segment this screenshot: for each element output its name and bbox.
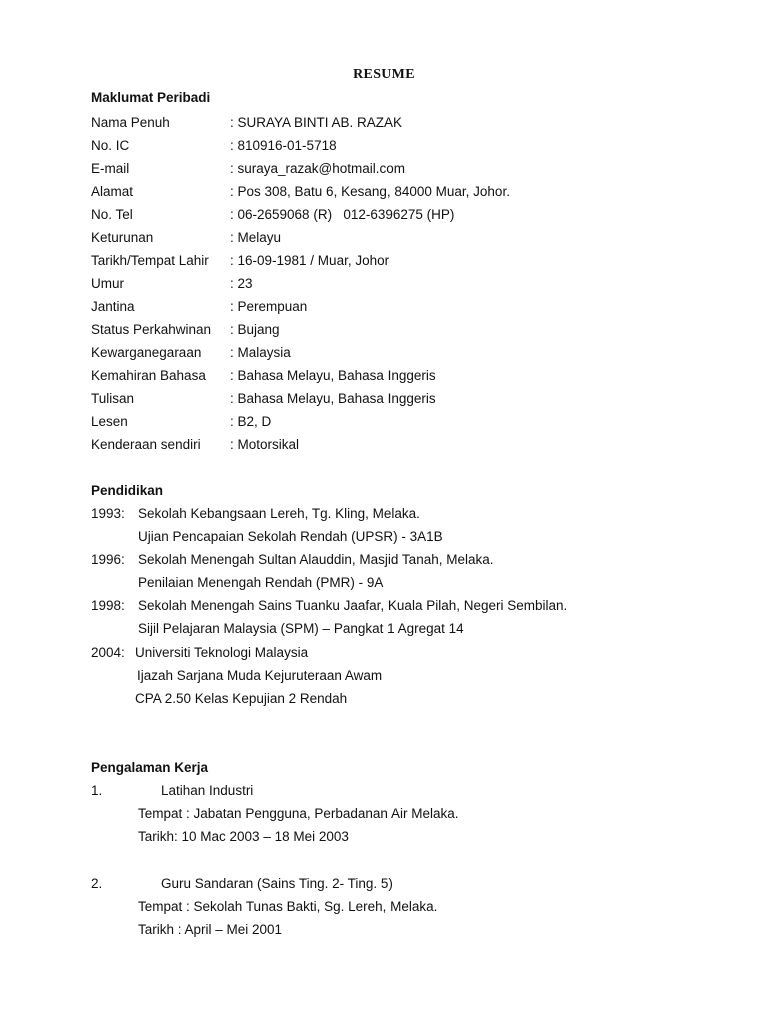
education-detail: Ujian Pencapaian Sekolah Rendah (UPSR) - 3A1B (138, 529, 443, 544)
row-label: E-mail (91, 161, 130, 176)
row-label: Tarikh/Tempat Lahir (91, 253, 209, 268)
education-school: Sekolah Menengah Sains Tuanku Jaafar, Kuala Pilah, Negeri Sembilan. (138, 598, 568, 613)
row-value: : Motorsikal (230, 437, 300, 452)
row-value: : 16-09-1981 / Muar, Johor (230, 253, 390, 268)
education-year: 1998: (91, 598, 125, 613)
education-year: 2004: (91, 645, 125, 660)
row-value: : Melayu (230, 230, 282, 245)
row-value: : Malaysia (230, 345, 291, 360)
education-school: Universiti Teknologi Malaysia (135, 645, 309, 660)
resume-title: RESUME (353, 67, 415, 82)
education-heading: Pendidikan (91, 483, 164, 498)
row-label: Kemahiran Bahasa (91, 368, 206, 383)
row-label: Kenderaan sendiri (91, 437, 201, 452)
personal-heading: Maklumat Peribadi (91, 90, 211, 105)
education-detail: Sijil Pelajaran Malaysia (SPM) – Pangkat 1 Agregat 14 (138, 621, 464, 636)
row-value: : 810916-01-5718 (230, 138, 337, 153)
row-label: Kewarganegaraan (91, 345, 202, 360)
row-value: : Perempuan (230, 299, 308, 314)
education-year: 1993: (91, 506, 125, 521)
row-label: Status Perkahwinan (91, 322, 212, 337)
row-label: Tulisan (91, 391, 135, 406)
row-label: Umur (91, 276, 124, 291)
education-detail: Ijazah Sarjana Muda Kejuruteraan Awam (137, 668, 383, 683)
work-date: Tarikh : April – Mei 2001 (138, 922, 283, 937)
education-detail: Penilaian Menengah Rendah (PMR) - 9A (138, 575, 384, 590)
education-school: Sekolah Menengah Sultan Alauddin, Masjid Tanah, Melaka. (138, 552, 494, 567)
education-entry (91, 504, 731, 524)
work-place: Tempat : Jabatan Pengguna, Perbadanan Air Melaka. (138, 806, 459, 821)
row-value: : Bahasa Melayu, Bahasa Inggeris (230, 391, 436, 406)
row-label: Lesen (91, 414, 128, 429)
education-entry (91, 643, 731, 663)
row-label: No. Tel (91, 207, 133, 222)
row-value: : B2, D (230, 414, 272, 429)
row-value: : 23 (230, 276, 253, 291)
row-label: Keturunan (91, 230, 154, 245)
work-heading: Pengalaman Kerja (91, 760, 209, 775)
row-value: : Pos 308, Batu 6, Kesang, 84000 Muar, Johor. (230, 184, 510, 199)
education-entry (91, 596, 731, 616)
row-value: : suraya_razak@hotmail.com (230, 161, 406, 176)
work-title: Latihan Industri (161, 783, 254, 798)
row-label: No. IC (91, 138, 130, 153)
education-entry (91, 550, 731, 570)
work-title: Guru Sandaran (Sains Ting. 2- Ting. 5) (161, 876, 393, 891)
work-number: 1. (91, 783, 103, 798)
row-label: Jantina (91, 299, 135, 314)
row-value: : 06-2659068 (R) 012-6396275 (HP) (230, 207, 455, 222)
work-date: Tarikh: 10 Mac 2003 – 18 Mei 2003 (138, 829, 349, 844)
work-number: 2. (91, 876, 103, 891)
education-school: Sekolah Kebangsaan Lereh, Tg. Kling, Melaka. (138, 506, 420, 521)
row-value: : SURAYA BINTI AB. RAZAK (230, 115, 403, 130)
education-detail: CPA 2.50 Kelas Kepujian 2 Rendah (135, 691, 348, 706)
work-place: Tempat : Sekolah Tunas Bakti, Sg. Lereh, Melaka. (138, 899, 438, 914)
row-value: : Bahasa Melayu, Bahasa Inggeris (230, 368, 436, 383)
education-year: 1996: (91, 552, 125, 567)
row-label: Alamat (91, 184, 134, 199)
row-value: : Bujang (230, 322, 280, 337)
row-label: Nama Penuh (91, 115, 170, 130)
